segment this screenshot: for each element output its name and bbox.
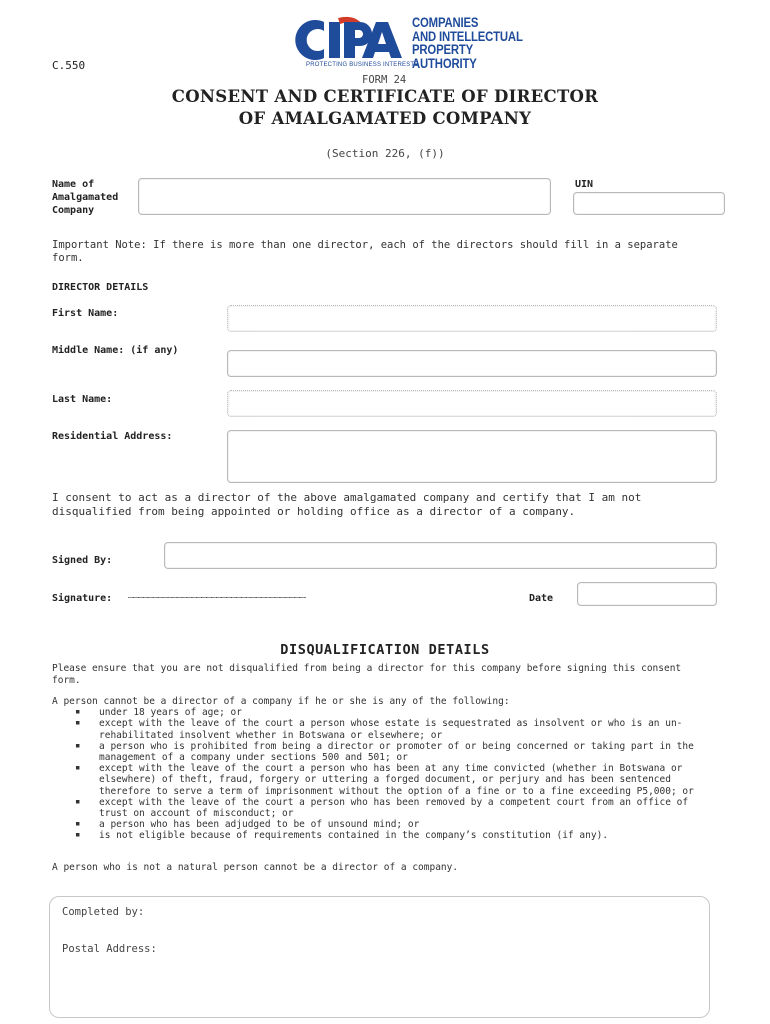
form-number: FORM 24	[362, 74, 407, 86]
disqualification-list-block	[52, 696, 712, 842]
disqualification-closing: A person who is not a natural person cannot be a director of a company.	[52, 862, 459, 873]
company-name-label: Name of Amalgamated Company	[52, 179, 119, 216]
first-name-field[interactable]	[227, 305, 717, 332]
postal-address-field[interactable]	[170, 940, 690, 1000]
disqualification-item: ▪ except with the leave of the court a person whose estate is sequestrated as insolvent or who is an un-rehabilitated insolvent whether in Botswana or elsewhere; or	[52, 718, 712, 740]
important-note: Important Note: If there is more than one director, each of the directors should fill in a separate form.	[52, 239, 678, 264]
signature-line[interactable]: ………………………………………………………………………………………………………………………………………………………………………………………….	[128, 593, 307, 600]
completion-box	[49, 896, 710, 1018]
postal-address-label: Postal Address:	[62, 943, 157, 955]
disqualification-item: ▪ except with the leave of the court a person who has been removed by a competent court from an office of trust on account of misconduct; or	[52, 797, 712, 819]
disqualification-item: ▪ is not eligible because of requirements contained in the company’s constitution (if any).	[52, 830, 712, 841]
section-reference: (Section 226, (f))	[325, 147, 445, 160]
disqualification-item: ▪ a person who is prohibited from being a director or promoter of or being concerned or taking part in the management of a company under sections 500 and 501; or	[52, 741, 712, 763]
date-label: Date	[529, 593, 554, 604]
last-name-field[interactable]	[227, 390, 717, 417]
cipa-logo	[294, 16, 544, 72]
form-title-line-2: OF AMALGAMATED COMPANY	[238, 109, 532, 128]
disqualification-lead: A person cannot be a director of a company if he or she is any of the following:	[52, 696, 510, 707]
date-field[interactable]	[577, 582, 717, 606]
company-name-field[interactable]	[138, 178, 551, 215]
middle-name-label: Middle Name: (if any)	[52, 345, 179, 356]
uin-field[interactable]	[573, 192, 725, 215]
disqualification-item: ▪ under 18 years of age; or	[52, 707, 712, 718]
form-title-line-1: CONSENT AND CERTIFICATE OF DIRECTOR	[171, 87, 599, 106]
disqualification-intro: Please ensure that you are not disqualified from being a director for this company before signing this consent form.	[52, 663, 682, 686]
disqualification-item: ▪ a person who has been adjudged to be of unsound mind; or	[52, 819, 712, 830]
cipa-logo-mark	[294, 16, 416, 64]
consent-statement: I consent to act as a director of the above amalgamated company and certify that I am not disqualified from being appointed or holding office as a director of a company.	[52, 491, 642, 518]
logo-name-line-2: AND INTELLECTUAL	[412, 28, 523, 44]
signed-by-field[interactable]	[164, 542, 717, 569]
disqualification-heading: DISQUALIFICATION DETAILS	[280, 642, 490, 658]
disqualification-list	[52, 707, 712, 841]
completed-by-label: Completed by:	[62, 906, 145, 918]
signature-label: Signature:	[52, 593, 113, 604]
logo-name-line-3: PROPERTY AUTHORITY	[412, 42, 477, 71]
signed-by-label: Signed By:	[52, 555, 113, 566]
last-name-label: Last Name:	[52, 394, 113, 405]
middle-name-field[interactable]	[227, 350, 717, 377]
logo-name-line-1: COMPANIES	[412, 15, 479, 30]
logo-tagline: PROTECTING BUSINESS INTERESTS	[306, 62, 419, 68]
residential-address-field[interactable]	[227, 430, 717, 483]
director-details-heading: DIRECTOR DETAILS	[52, 282, 149, 293]
residential-address-label: Residential Address:	[52, 431, 173, 442]
completed-by-field[interactable]	[160, 903, 690, 921]
uin-label: UIN	[575, 179, 594, 190]
first-name-label: First Name:	[52, 308, 119, 319]
form-code: C.550	[52, 59, 86, 72]
disqualification-item: ▪ except with the leave of the court a person who has been at any time convicted (whether in Botswana or elsewhere) of theft, fraud, forgery or uttering a forged document, or perjury and has been sentenced therefore to serve a term of imprisonment without the option of a fine or to a fine exceeding P5,000; or	[52, 763, 712, 797]
